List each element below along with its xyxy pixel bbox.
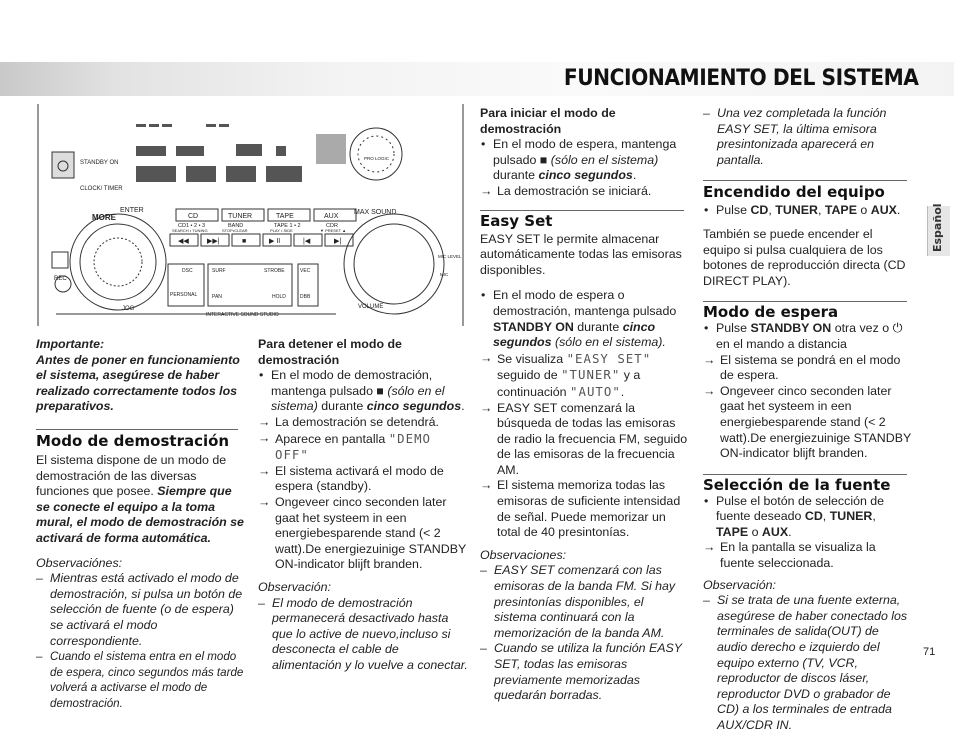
easy-arrow-2: → EASY SET comenzará la búsqueda de todas las emisoras de radio la frecuencia FM, seguido de las emisoras de la frecuencia AM. [480, 400, 688, 477]
transport-prev: |◀ [303, 238, 311, 245]
standby-label: STANDBY ON [80, 160, 119, 166]
detener-arrow-2: → Aparece en pantalla "DEMO OFF" [258, 430, 431, 463]
importante-heading: Importante: [36, 337, 105, 351]
obs2-item-1: – El modo de demostración permanecerá desactivado hasta que lo active de nuevo,incluso si desconecta el cable de alimentación y lo vuelve a conectar. [258, 595, 468, 672]
easy-bullet: • En el modo de espera o demostración, mantenga pulsado STANDBY ON durante cinco segundos (sólo en el sistema). [480, 288, 688, 350]
rec-label: REC [54, 276, 67, 282]
page-number: 71 [923, 646, 936, 658]
easy-arrow-1: → Se visualiza "EASY SET" seguido de "TUNER" y a continuación "AUTO". [480, 350, 652, 399]
divider [36, 429, 238, 430]
transport-ff: ▶▶| [207, 238, 220, 245]
source-button-aux: AUX [324, 213, 339, 220]
clock-timer-label: CLOCK/ TIMER [80, 186, 123, 192]
sub-label2-preset: ▼ PRESET ▲ [320, 228, 347, 233]
enter-label: ENTER [120, 207, 144, 214]
column-1 [36, 337, 246, 711]
heading-detener: Para detener el modo de demostración [258, 337, 402, 367]
volume-label: VOLUME [358, 304, 384, 310]
heading-easy-set: Easy Set [480, 211, 553, 230]
espera-arrow-2: → Ongeveer cinco seconden later gaat het systeem in een energiebesparende stand (< 2 watt).De energiezuinige STANDBY ON-indicator blijft branden. [703, 383, 911, 461]
obs4-item-1: – Si se trata de una fuente externa, asegúrese de haber conectado los terminales de salida(OUT) de audio derecho e izquierdo del equipo externo (TV, VCR, reproductor de discos láser, reproductor DVD o grabador de CD) a los terminales de entrada AUX/CDR IN. [703, 593, 908, 732]
mic-level-label: MIC LEVEL [438, 254, 462, 259]
obs3-item-1: – EASY SET comenzará con las emisoras de la banda FM. Si hay presintonías disponibles, el sistema continuará con la memorización de la banda AM. [480, 563, 676, 640]
sub-label2-search: SEARCH • TUNING [172, 228, 208, 233]
obs-heading: Observaciónes: [36, 555, 123, 570]
pro-logic-label: PRO LOGIC [364, 156, 390, 161]
hold-label: HOLD [272, 294, 286, 300]
divider [703, 301, 907, 302]
demo-paragraph-text: El sistema dispone de un modo de demostración de las diversas funciones que posee. [36, 452, 227, 499]
obs-heading-2: Observación: [258, 579, 332, 594]
importante-text: Antes de poner en funcionamiento el sistema, asegúrese de haber realizado correctamente todos los preparativos. [36, 352, 240, 414]
divider [480, 210, 684, 211]
heading-modo-demostracion: Modo de demostración [36, 431, 230, 450]
sub-label-cd: CD1 • 2 • 3 [178, 223, 206, 229]
surf-label: SURF [212, 268, 226, 274]
power-icon: ⏻ [892, 321, 903, 336]
mic-label: MIC [440, 272, 449, 277]
source-button-cd: CD [188, 213, 199, 220]
iniciar-bullet: • En el modo de espera, mantenga pulsado ■ (sólo en el sistema) durante cinco segundos. [480, 137, 688, 184]
detener-bullet: • En el modo de demostración, mantenga pulsado ■ (sólo en el sistema) durante cinco segundos. [258, 368, 468, 415]
obs-item-1: – Mientras está activado el modo de demostración, si pulsa un botón de selección de fuente (o de espera) se activará el modo correspondiente. [36, 571, 243, 648]
column-3 [480, 106, 688, 704]
divider [703, 180, 907, 181]
dsc-label: DSC [182, 268, 193, 274]
vec-label: VEC [300, 268, 311, 274]
transport-play-pause: ▶ II [269, 238, 281, 245]
max-sound-label: MAX SOUND [354, 209, 397, 216]
easy-complete-note: – Una vez completada la función EASY SET, la última emisora presintonizada aparecerá en pantalla. [703, 106, 887, 167]
sub-label-cdr: CDR [326, 223, 338, 229]
studio-label: INTERACTIVE SOUND STUDIO [206, 312, 279, 318]
transport-rewind: ◀◀ [178, 238, 189, 245]
demo-paragraph-bold: Siempre que se conecte el equipo a la toma mural, el modo de demostración se activará de forma automática. [36, 484, 244, 545]
strobe-label: STROBE [264, 268, 285, 274]
section-title: FUNCIONAMIENTO DEL SISTEMA [563, 66, 918, 91]
obs-heading-3: Observaciones: [480, 547, 567, 562]
espera-bullet: • Pulse STANDBY ON otra vez o ⏻ en el mando a distancia [703, 321, 911, 352]
sub-label2-stop: STOP•CLEAR [222, 228, 248, 233]
section-header-band [0, 62, 954, 96]
pan-label: PAN [212, 294, 222, 300]
demo-paragraph [36, 453, 246, 547]
seleccion-arrow: → En la pantalla se visualiza la fuente seleccionada. [703, 540, 876, 571]
iniciar-arrow: → La demostración se iniciará. [480, 183, 652, 198]
detener-arrow-1: → La demostración se detendrá. [258, 414, 439, 429]
dbb-label: DBB [300, 294, 311, 300]
seleccion-bullet: • Pulse el botón de selección de fuente deseado CD, TUNER, TAPE o AUX. [703, 494, 911, 541]
sub-label-band: BAND [228, 223, 244, 229]
sub-label2-play: PLAY • SIDE [270, 228, 293, 233]
column-2 [258, 337, 468, 673]
sub-label-tape: TAPE 1 • 2 [274, 223, 301, 229]
detener-arrow-3: → El sistema activará el modo de espera (standby). [258, 463, 444, 494]
heading-modo-espera: Modo de espera [703, 303, 839, 322]
encendido-bullet: • Pulse CD, TUNER, TAPE o AUX. [703, 203, 911, 219]
divider [703, 474, 907, 475]
language-side-tab [927, 203, 950, 256]
espera-arrow-1: → El sistema se pondrá en el modo de espera. [703, 352, 901, 383]
obs-item-2: – Cuando el sistema entra en el modo de espera, cinco segundos más tarde volverá a activarse el modo de demostración. [36, 650, 244, 710]
transport-next: ▶| [334, 238, 342, 245]
detener-arrow-4: → Ongeveer cinco seconden later gaat het systeem in een energiebesparende stand (< 2 watt).De energiezuinige STANDBY ON-indicator blijft branden. [258, 494, 466, 572]
encendido-paragraph: También se puede encender el equipo si pulsa cualquiera de los botones de reproducción directa (CD DIRECT PLAY). [703, 226, 906, 288]
transport-stop: ■ [242, 238, 247, 245]
easy-paragraph: EASY SET le permite almacenar automáticamente todas las emisoras disponibles. [480, 231, 682, 277]
more-label: MORE [92, 213, 116, 222]
column-4 [703, 106, 911, 734]
personal-label: PERSONAL [170, 292, 198, 298]
heading-iniciar: Para iniciar el modo de demostración [480, 106, 616, 136]
heading-encendido: Encendido del equipo [703, 183, 885, 202]
heading-seleccion: Selección de la fuente [703, 475, 891, 494]
device-front-panel-illustration [36, 104, 464, 326]
obs-heading-4: Observación: [703, 577, 777, 592]
source-button-tape: TAPE [276, 213, 294, 220]
jog-label: JOG [122, 306, 135, 312]
language-label: Español [931, 203, 944, 252]
obs3-item-2: – Cuando se utiliza la función EASY SET, todas las emisoras previamente memorizadas quedarán borradas. [480, 641, 682, 703]
easy-arrow-3: → El sistema memoriza todas las emisoras de suficiente intensidad de señal. Puede memorizar un total de 40 presintonías. [480, 478, 681, 540]
source-button-tuner: TUNER [228, 213, 253, 220]
